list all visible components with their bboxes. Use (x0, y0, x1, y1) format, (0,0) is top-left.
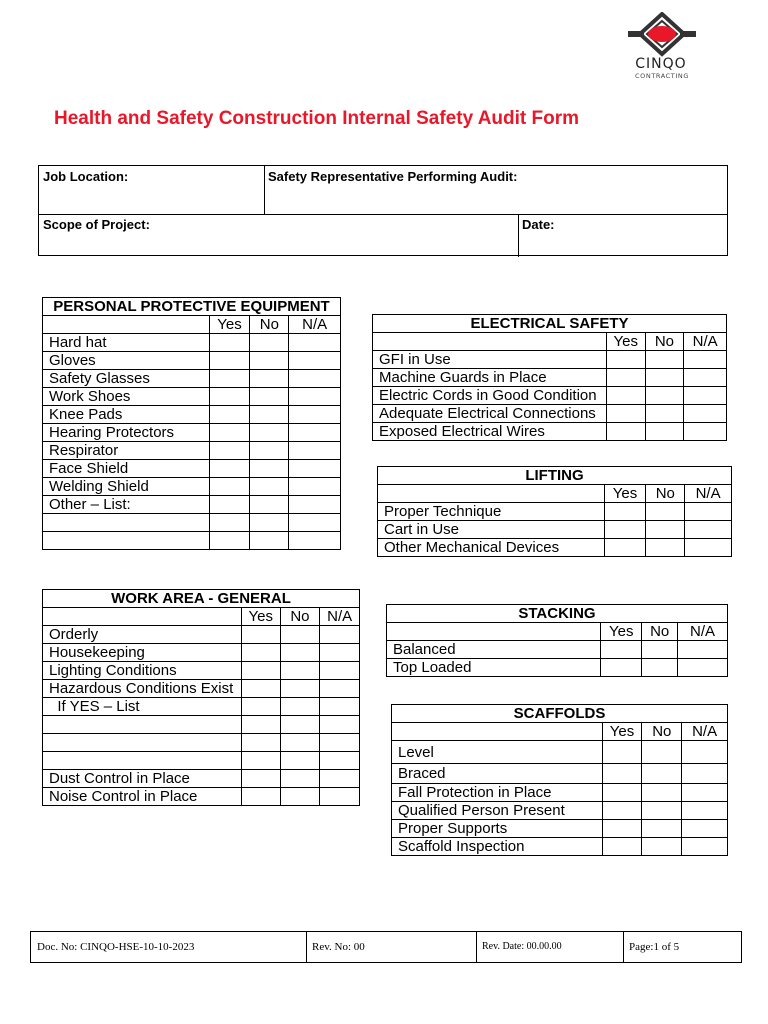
checklist-row (387, 659, 728, 677)
checkbox-na[interactable] (320, 680, 360, 698)
checkbox-na[interactable] (320, 644, 360, 662)
checkbox-na[interactable] (320, 716, 360, 734)
item-label: Proper Supports (392, 820, 603, 838)
checkbox-yes[interactable] (604, 503, 646, 521)
checkbox-yes[interactable] (241, 752, 280, 770)
checklist-row (43, 334, 341, 352)
checkbox-no[interactable] (280, 716, 320, 734)
item-label: Hearing Protectors (43, 424, 210, 442)
cinqo-logo (622, 12, 702, 84)
checkbox-na[interactable] (320, 752, 360, 770)
checkbox-yes[interactable] (209, 514, 250, 532)
checkbox-na[interactable] (289, 442, 341, 460)
checklist-row (392, 741, 728, 764)
item-label: Proper Technique (378, 503, 605, 521)
column-header-yes: Yes (241, 608, 280, 626)
checkbox-yes[interactable] (209, 532, 250, 550)
checkbox-no[interactable] (646, 521, 685, 539)
checkbox-yes[interactable] (241, 680, 280, 698)
checkbox-yes[interactable] (602, 838, 642, 856)
item-label: Work Shoes (43, 388, 210, 406)
column-header-no: No (280, 608, 320, 626)
logo-mark-icon (622, 12, 702, 58)
checklist-row (392, 784, 728, 802)
item-label: Hard hat (43, 334, 210, 352)
checkbox-no[interactable] (280, 734, 320, 752)
item-label: Face Shield (43, 460, 210, 478)
checkbox-na[interactable] (678, 659, 728, 677)
checkbox-yes[interactable] (241, 662, 280, 680)
checkbox-no[interactable] (250, 352, 289, 370)
checkbox-no[interactable] (250, 424, 289, 442)
item-label: Other Mechanical Devices (378, 539, 605, 557)
checklist-row (392, 764, 728, 784)
checkbox-yes[interactable] (602, 784, 642, 802)
checkbox-yes[interactable] (601, 641, 642, 659)
checklist-row (373, 405, 727, 423)
checkbox-na[interactable] (320, 698, 360, 716)
checkbox-na[interactable] (685, 503, 732, 521)
checklist-row (378, 503, 732, 521)
checkbox-no[interactable] (280, 698, 320, 716)
checkbox-no[interactable] (642, 802, 682, 820)
checklist-row (43, 370, 341, 388)
checklist-row (378, 539, 732, 557)
item-label: Other – List: (43, 496, 210, 514)
checkbox-no[interactable] (250, 496, 289, 514)
checkbox-yes[interactable] (209, 334, 250, 352)
checkbox-no[interactable] (250, 370, 289, 388)
project-info-box (38, 165, 728, 256)
item-label (43, 716, 242, 734)
checklist-row (43, 406, 341, 424)
column-header-no: No (646, 485, 685, 503)
checklist-row (43, 626, 360, 644)
checkbox-no[interactable] (250, 514, 289, 532)
checkbox-no[interactable] (645, 423, 684, 441)
checkbox-na[interactable] (320, 734, 360, 752)
checkbox-yes[interactable] (241, 788, 280, 806)
checkbox-no[interactable] (280, 662, 320, 680)
item-label: Lighting Conditions (43, 662, 242, 680)
checkbox-na[interactable] (684, 405, 727, 423)
item-label: GFI in Use (373, 351, 607, 369)
document-footer (30, 931, 742, 963)
checklist-row (43, 352, 341, 370)
checkbox-na[interactable] (682, 764, 728, 784)
checkbox-na[interactable] (684, 387, 727, 405)
checkbox-no[interactable] (280, 770, 320, 788)
checkbox-na[interactable] (289, 406, 341, 424)
checklist-row (43, 752, 360, 770)
item-label: Electric Cords in Good Condition (373, 387, 607, 405)
checkbox-yes[interactable] (604, 539, 646, 557)
checkbox-yes[interactable] (209, 460, 250, 478)
column-header-no: No (250, 316, 289, 334)
item-label: Cart in Use (378, 521, 605, 539)
checkbox-na[interactable] (289, 388, 341, 406)
checklist-row (373, 369, 727, 387)
checkbox-na[interactable] (289, 496, 341, 514)
checkbox-na[interactable] (320, 626, 360, 644)
item-label: Machine Guards in Place (373, 369, 607, 387)
header-blank-cell (378, 485, 605, 503)
checkbox-yes[interactable] (241, 734, 280, 752)
checkbox-na[interactable] (682, 784, 728, 802)
checkbox-na[interactable] (289, 334, 341, 352)
checklist-row (43, 532, 341, 550)
revision-number: Rev. No: 00 (312, 941, 365, 953)
column-header-yes: Yes (606, 333, 645, 351)
column-header-na: N/A (684, 333, 727, 351)
checkbox-no[interactable] (280, 680, 320, 698)
checkbox-na[interactable] (289, 478, 341, 496)
scaffolds-title: SCAFFOLDS (392, 705, 728, 723)
checklist-row (387, 641, 728, 659)
checklist-row (43, 644, 360, 662)
stacking-title: STACKING (387, 605, 728, 623)
item-label: Level (392, 741, 603, 764)
column-header-no: No (642, 623, 678, 641)
item-label: Housekeeping (43, 644, 242, 662)
checkbox-na[interactable] (320, 788, 360, 806)
checkbox-yes[interactable] (209, 352, 250, 370)
job-location-label: Job Location: (43, 169, 129, 184)
checkbox-na[interactable] (289, 460, 341, 478)
scaffolds-table (391, 704, 728, 856)
safety-representative-label: Safety Representative Performing Audit: (268, 169, 518, 184)
checkbox-na[interactable] (684, 423, 727, 441)
item-label: Orderly (43, 626, 242, 644)
checkbox-na[interactable] (320, 770, 360, 788)
item-label: Knee Pads (43, 406, 210, 424)
checkbox-na[interactable] (682, 820, 728, 838)
checklist-row (392, 820, 728, 838)
checkbox-no[interactable] (642, 764, 682, 784)
checkbox-yes[interactable] (601, 659, 642, 677)
checkbox-no[interactable] (645, 351, 684, 369)
item-label: Qualified Person Present (392, 802, 603, 820)
checkbox-yes[interactable] (602, 820, 642, 838)
checklist-row (43, 770, 360, 788)
checkbox-yes[interactable] (209, 406, 250, 424)
checkbox-na[interactable] (685, 521, 732, 539)
checkbox-yes[interactable] (241, 698, 280, 716)
lifting-title: LIFTING (378, 467, 732, 485)
item-label: Gloves (43, 352, 210, 370)
checklist-row (43, 680, 360, 698)
checkbox-yes[interactable] (241, 770, 280, 788)
checkbox-yes[interactable] (209, 424, 250, 442)
checkbox-yes[interactable] (209, 388, 250, 406)
checklist-row (43, 442, 341, 460)
checkbox-na[interactable] (289, 370, 341, 388)
date-label: Date: (522, 217, 555, 232)
checkbox-no[interactable] (642, 741, 682, 764)
item-label: Adequate Electrical Connections (373, 405, 607, 423)
checklist-row (43, 698, 360, 716)
checklist-row (43, 788, 360, 806)
checkbox-yes[interactable] (241, 716, 280, 734)
checklist-row (392, 802, 728, 820)
checklist-row (392, 838, 728, 856)
checkbox-yes[interactable] (209, 496, 250, 514)
item-label: Welding Shield (43, 478, 210, 496)
checkbox-na[interactable] (289, 352, 341, 370)
checkbox-yes[interactable] (606, 369, 645, 387)
checklist-row (43, 514, 341, 532)
item-label: Respirator (43, 442, 210, 460)
item-label: Scaffold Inspection (392, 838, 603, 856)
checklist-row (43, 424, 341, 442)
checklist-row (373, 423, 727, 441)
checkbox-yes[interactable] (209, 442, 250, 460)
checkbox-na[interactable] (685, 539, 732, 557)
header-blank-cell (373, 333, 607, 351)
checkbox-na[interactable] (682, 838, 728, 856)
checklist-row (43, 460, 341, 478)
header-blank-cell (387, 623, 601, 641)
checkbox-no[interactable] (280, 752, 320, 770)
checkbox-no[interactable] (645, 405, 684, 423)
scope-of-project-label: Scope of Project: (43, 217, 150, 232)
checkbox-yes[interactable] (209, 370, 250, 388)
item-label: Safety Glasses (43, 370, 210, 388)
column-header-yes: Yes (601, 623, 642, 641)
column-header-no: No (645, 333, 684, 351)
checkbox-yes[interactable] (241, 626, 280, 644)
checkbox-na[interactable] (682, 802, 728, 820)
checkbox-yes[interactable] (241, 644, 280, 662)
checklist-row (378, 521, 732, 539)
logo-subtitle: CONTRACTING (635, 72, 689, 80)
checkbox-yes[interactable] (602, 764, 642, 784)
doc-number: Doc. No: CINQO-HSE-10-10-2023 (37, 941, 195, 953)
work-area-title: WORK AREA - GENERAL (43, 590, 360, 608)
item-label: Top Loaded (387, 659, 601, 677)
checkbox-no[interactable] (642, 641, 678, 659)
column-header-na: N/A (682, 723, 728, 741)
checkbox-no[interactable] (250, 478, 289, 496)
checkbox-yes[interactable] (606, 405, 645, 423)
checkbox-no[interactable] (250, 532, 289, 550)
column-header-yes: Yes (604, 485, 646, 503)
header-blank-cell (392, 723, 603, 741)
checklist-row (43, 478, 341, 496)
ppe-title: PERSONAL PROTECTIVE EQUIPMENT (43, 298, 341, 316)
stacking-table (386, 604, 728, 677)
checklist-row (373, 351, 727, 369)
lifting-table (377, 466, 732, 557)
column-header-na: N/A (289, 316, 341, 334)
checkbox-yes[interactable] (604, 521, 646, 539)
item-label (43, 752, 242, 770)
item-label: Braced (392, 764, 603, 784)
checkbox-no[interactable] (642, 784, 682, 802)
item-label (43, 514, 210, 532)
checkbox-na[interactable] (289, 514, 341, 532)
item-label: Dust Control in Place (43, 770, 242, 788)
checklist-row (43, 496, 341, 514)
logo-wordmark: CINQO (635, 56, 687, 72)
item-label: Hazardous Conditions Exist (43, 680, 242, 698)
checkbox-no[interactable] (250, 406, 289, 424)
checkbox-no[interactable] (280, 788, 320, 806)
item-label (43, 734, 242, 752)
checkbox-na[interactable] (289, 532, 341, 550)
column-header-no: No (642, 723, 682, 741)
checklist-row (43, 716, 360, 734)
checklist-row (43, 388, 341, 406)
checkbox-no[interactable] (645, 369, 684, 387)
checklist-row (373, 387, 727, 405)
electrical-title: ELECTRICAL SAFETY (373, 315, 727, 333)
checkbox-no[interactable] (646, 503, 685, 521)
checkbox-na[interactable] (320, 662, 360, 680)
checkbox-no[interactable] (250, 334, 289, 352)
checkbox-no[interactable] (642, 838, 682, 856)
item-label: Exposed Electrical Wires (373, 423, 607, 441)
checkbox-yes[interactable] (209, 478, 250, 496)
checklist-row (43, 734, 360, 752)
column-header-yes: Yes (602, 723, 642, 741)
column-header-na: N/A (685, 485, 732, 503)
checkbox-no[interactable] (645, 387, 684, 405)
header-blank-cell (43, 608, 242, 626)
item-label: Noise Control in Place (43, 788, 242, 806)
item-label (43, 532, 210, 550)
column-header-na: N/A (678, 623, 728, 641)
checkbox-yes[interactable] (606, 387, 645, 405)
ppe-table (42, 297, 341, 550)
checkbox-na[interactable] (684, 369, 727, 387)
checkbox-no[interactable] (250, 388, 289, 406)
checklist-row (43, 662, 360, 680)
checkbox-yes[interactable] (602, 802, 642, 820)
checkbox-no[interactable] (642, 820, 682, 838)
column-header-yes: Yes (209, 316, 250, 334)
checkbox-yes[interactable] (606, 351, 645, 369)
checkbox-na[interactable] (682, 741, 728, 764)
page-number: Page:1 of 5 (629, 941, 680, 953)
checkbox-no[interactable] (250, 460, 289, 478)
revision-date: Rev. Date: 00.00.00 (482, 941, 562, 952)
electrical-safety-table (372, 314, 727, 441)
checkbox-na[interactable] (289, 424, 341, 442)
checkbox-na[interactable] (678, 641, 728, 659)
checkbox-no[interactable] (642, 659, 678, 677)
checkbox-no[interactable] (280, 644, 320, 662)
checkbox-no[interactable] (250, 442, 289, 460)
checkbox-no[interactable] (646, 539, 685, 557)
work-area-table (42, 589, 360, 806)
document-title: Health and Safety Construction Internal Safety Audit Form (54, 108, 580, 129)
header-blank-cell (43, 316, 210, 334)
checkbox-yes[interactable] (606, 423, 645, 441)
item-label: Balanced (387, 641, 601, 659)
checkbox-yes[interactable] (602, 741, 642, 764)
checkbox-na[interactable] (684, 351, 727, 369)
column-header-na: N/A (320, 608, 360, 626)
item-label: If YES – List (43, 698, 242, 716)
item-label: Fall Protection in Place (392, 784, 603, 802)
checkbox-no[interactable] (280, 626, 320, 644)
